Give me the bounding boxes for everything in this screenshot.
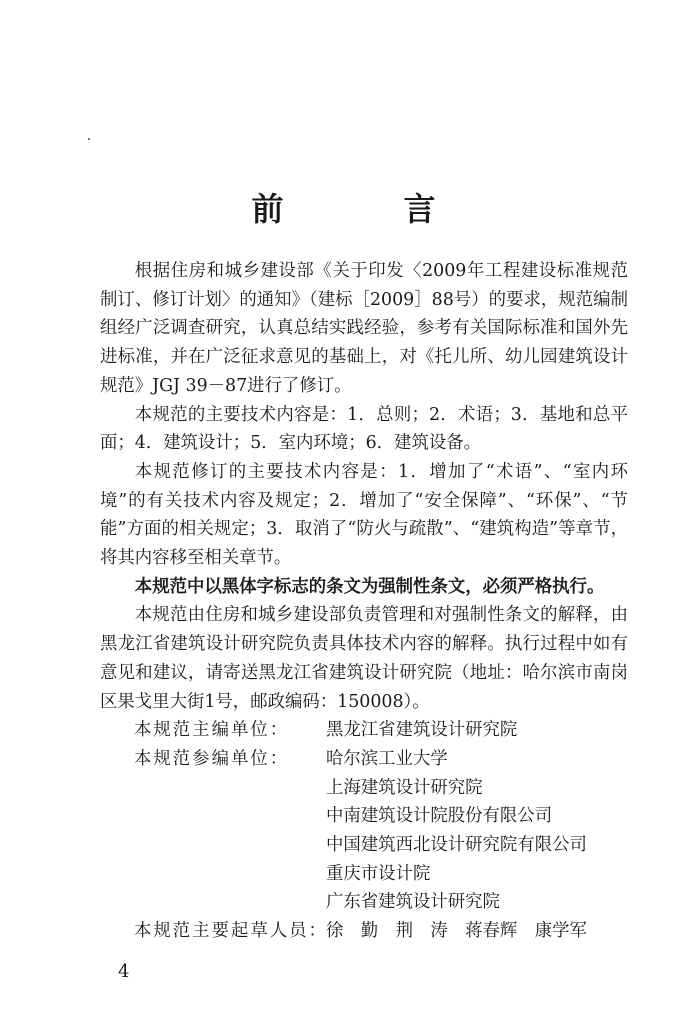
chief-editor-label: 本规范主编单位： xyxy=(134,720,290,741)
paragraph-mandatory: 本规范中以黑体字标志的条文为强制性条文，必须严格执行。 xyxy=(134,576,605,597)
participating-row xyxy=(100,860,628,889)
page-title: 前 言 xyxy=(251,190,480,228)
drafters-names: 徐 勤 荆 涛 蒋春辉 康学军 xyxy=(326,921,587,942)
participating-row xyxy=(100,745,628,774)
participating-row xyxy=(100,774,628,803)
participating-org: 中国建筑西北设计研究院有限公司 xyxy=(326,835,587,855)
participating-row xyxy=(100,831,628,860)
page-number: 4 xyxy=(118,961,130,982)
preface-body xyxy=(100,257,628,946)
paragraph-administration: 本规范由住房和城乡建设部负责管理和对强制性条文的解释，由黑龙江省建筑设计研究院负责具体技术内容的解释。执行过程中如有意见和建议，请寄送黑龙江省建筑设计研究院（地址：哈尔滨市南岗区果戈里大街1号，邮政编码：150008）。 xyxy=(100,605,628,712)
paragraph-main-content: 本规范的主要技术内容是：1．总则；2．术语；3．基地和总平面；4．建筑设计；5．室内环境；6．建筑设备。 xyxy=(100,404,628,454)
participating-org: 广东省建筑设计研究院 xyxy=(326,892,500,913)
drafters-row xyxy=(100,917,628,946)
participating-org: 上海建筑设计研究院 xyxy=(326,777,483,798)
paragraph-revisions: 本规范修订的主要技术内容是：1．增加了“术语”、“室内环境”的有关技术内容及规定；2．增加了“安全保障”、“环保”、“节能”方面的相关规定；3．取消了“防火与疏散”、“建筑构造”等章节，将其内容移至相关章节。 xyxy=(100,461,628,569)
drafters-label: 本规范主要起草人员： xyxy=(134,921,328,942)
scan-speck xyxy=(88,138,90,140)
participating-row xyxy=(100,888,628,917)
chief-editor-org: 黑龙江省建筑设计研究院 xyxy=(326,720,518,741)
participating-org: 哈尔滨工业大学 xyxy=(326,748,448,769)
participating-label: 本规范参编单位： xyxy=(134,748,290,769)
participating-row xyxy=(100,802,628,831)
paragraph-background: 根据住房和城乡建设部《关于印发〈2009年工程建设标准规范制订、修订计划〉的通知》（建标［2009］88号）的要求，规范编制组经广泛调查研究，认真总结实践经验，参考有关国际标准和国外先进标准，并在广泛征求意见的基础上，对《托儿所、幼儿园建筑设计规范》JGJ 39－87进行了修订。 xyxy=(100,261,628,396)
participating-org: 中南建筑设计院股份有限公司 xyxy=(326,806,553,827)
participating-org: 重庆市设计院 xyxy=(326,863,431,884)
chief-editor-row xyxy=(100,716,628,745)
